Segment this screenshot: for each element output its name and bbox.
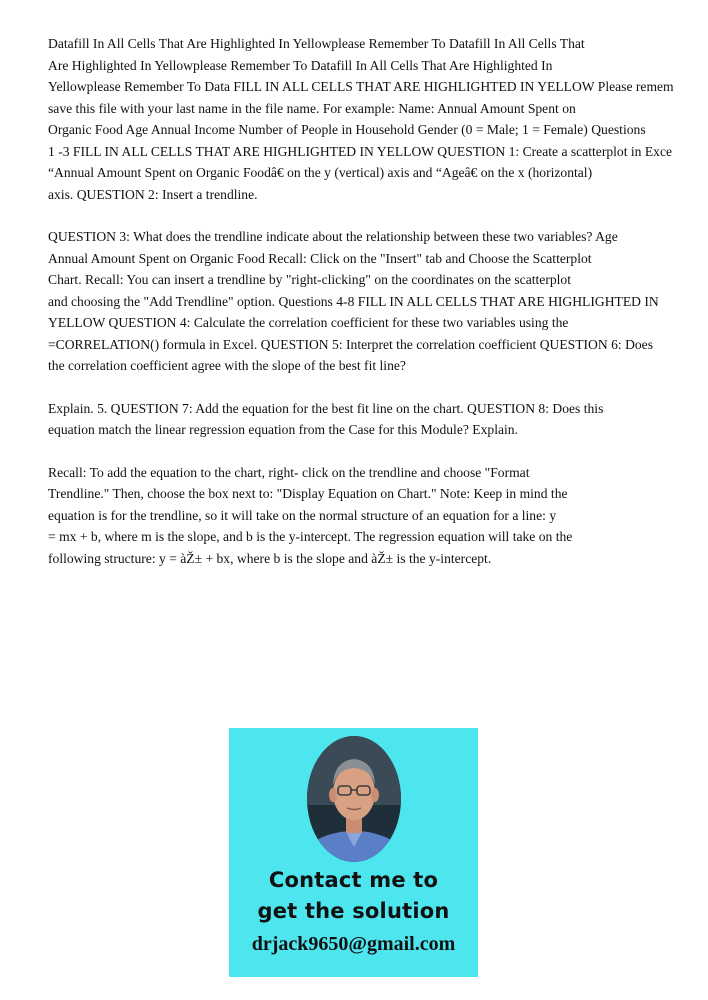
text-line: Explain. 5. QUESTION 7: Add the equation for the best fit line on the chart. QUESTION 8: Does this	[48, 400, 604, 416]
text-line: save this file with your last name in the file name. For example: Name: Annual Amount Spent on	[48, 100, 576, 116]
text-line: equation match the linear regression equation from the Case for this Module? Explain.	[48, 422, 518, 437]
text-line: following structure: y = àŽ± + bx, where b is the slope and àŽ± is the y-intercept.	[48, 550, 492, 566]
text-line: Trendline." Then, choose the box next to: "Display Equation on Chart." Note: Keep in mind the	[48, 486, 568, 501]
contact-promo-banner[interactable]	[229, 728, 478, 977]
text-line: QUESTION 3: What does the trendline indicate about the relationship between these two variables? Age	[48, 229, 618, 244]
paragraph-4	[48, 462, 708, 570]
cta-heading-line-2: get the solution	[257, 899, 450, 923]
text-line: and choosing the "Add Trendline" option. Questions 4-8 FILL IN ALL CELLS THAT ARE HIGHLIGHTED IN	[48, 293, 659, 309]
text-line: Chart. Recall: You can insert a trendline by "right-clicking" on the coordinates on the scatterplot	[48, 272, 571, 287]
contact-email[interactable]: drjack9650@gmail.com	[251, 933, 456, 955]
text-line: Are Highlighted In Yellowplease Remember To Datafill In All Cells That Are Highlighted In	[48, 57, 553, 73]
text-line: axis. QUESTION 2: Insert a trendline.	[48, 186, 258, 202]
text-line: “Annual Amount Spent on Organic Foodâ€ on the y (vertical) axis and “Ageâ€ on the x (horizontal)	[48, 165, 593, 180]
cta-heading-line-1: Contact me to	[268, 868, 439, 892]
text-line: YELLOW QUESTION 4: Calculate the correlation coefficient for these two variables using the	[48, 315, 569, 330]
paragraph-2	[48, 226, 708, 377]
text-line: equation is for the trendline, so it will take on the normal structure of an equation for a line: y	[48, 507, 557, 523]
document-body	[48, 33, 708, 590]
text-line: 1 -3 FILL IN ALL CELLS THAT ARE HIGHLIGHTED IN YELLOW QUESTION 1: Create a scatterplot in Exce	[48, 143, 673, 159]
text-line: the correlation coefficient agree with the slope of the best fit line?	[48, 358, 406, 373]
text-line: Organic Food Age Annual Income Number of People in Household Gender (0 = Male; 1 = Female) Questions	[48, 122, 646, 137]
text-line: Yellowplease Remember To Data FILL IN ALL CELLS THAT ARE HIGHLIGHTED IN YELLOW Please remem	[48, 79, 674, 94]
text-line: =CORRELATION() formula in Excel. QUESTION 5: Interpret the correlation coefficient QUESTION 6: Does	[48, 336, 654, 352]
text-line: Annual Amount Spent on Organic Food Recall: Click on the "Insert" tab and Choose the Scatterplot	[48, 250, 592, 266]
text-line: Recall: To add the equation to the chart, right- click on the trendline and choose "Format	[48, 464, 530, 480]
paragraph-3	[48, 398, 708, 441]
paragraph-1	[48, 33, 708, 205]
portrait-photo	[306, 735, 402, 863]
text-line: = mx + b, where m is the slope, and b is the y-intercept. The regression equation will take on the	[48, 529, 573, 544]
text-line: Datafill In All Cells That Are Highlighted In Yellowplease Remember To Datafill In All Cells That	[48, 36, 585, 51]
